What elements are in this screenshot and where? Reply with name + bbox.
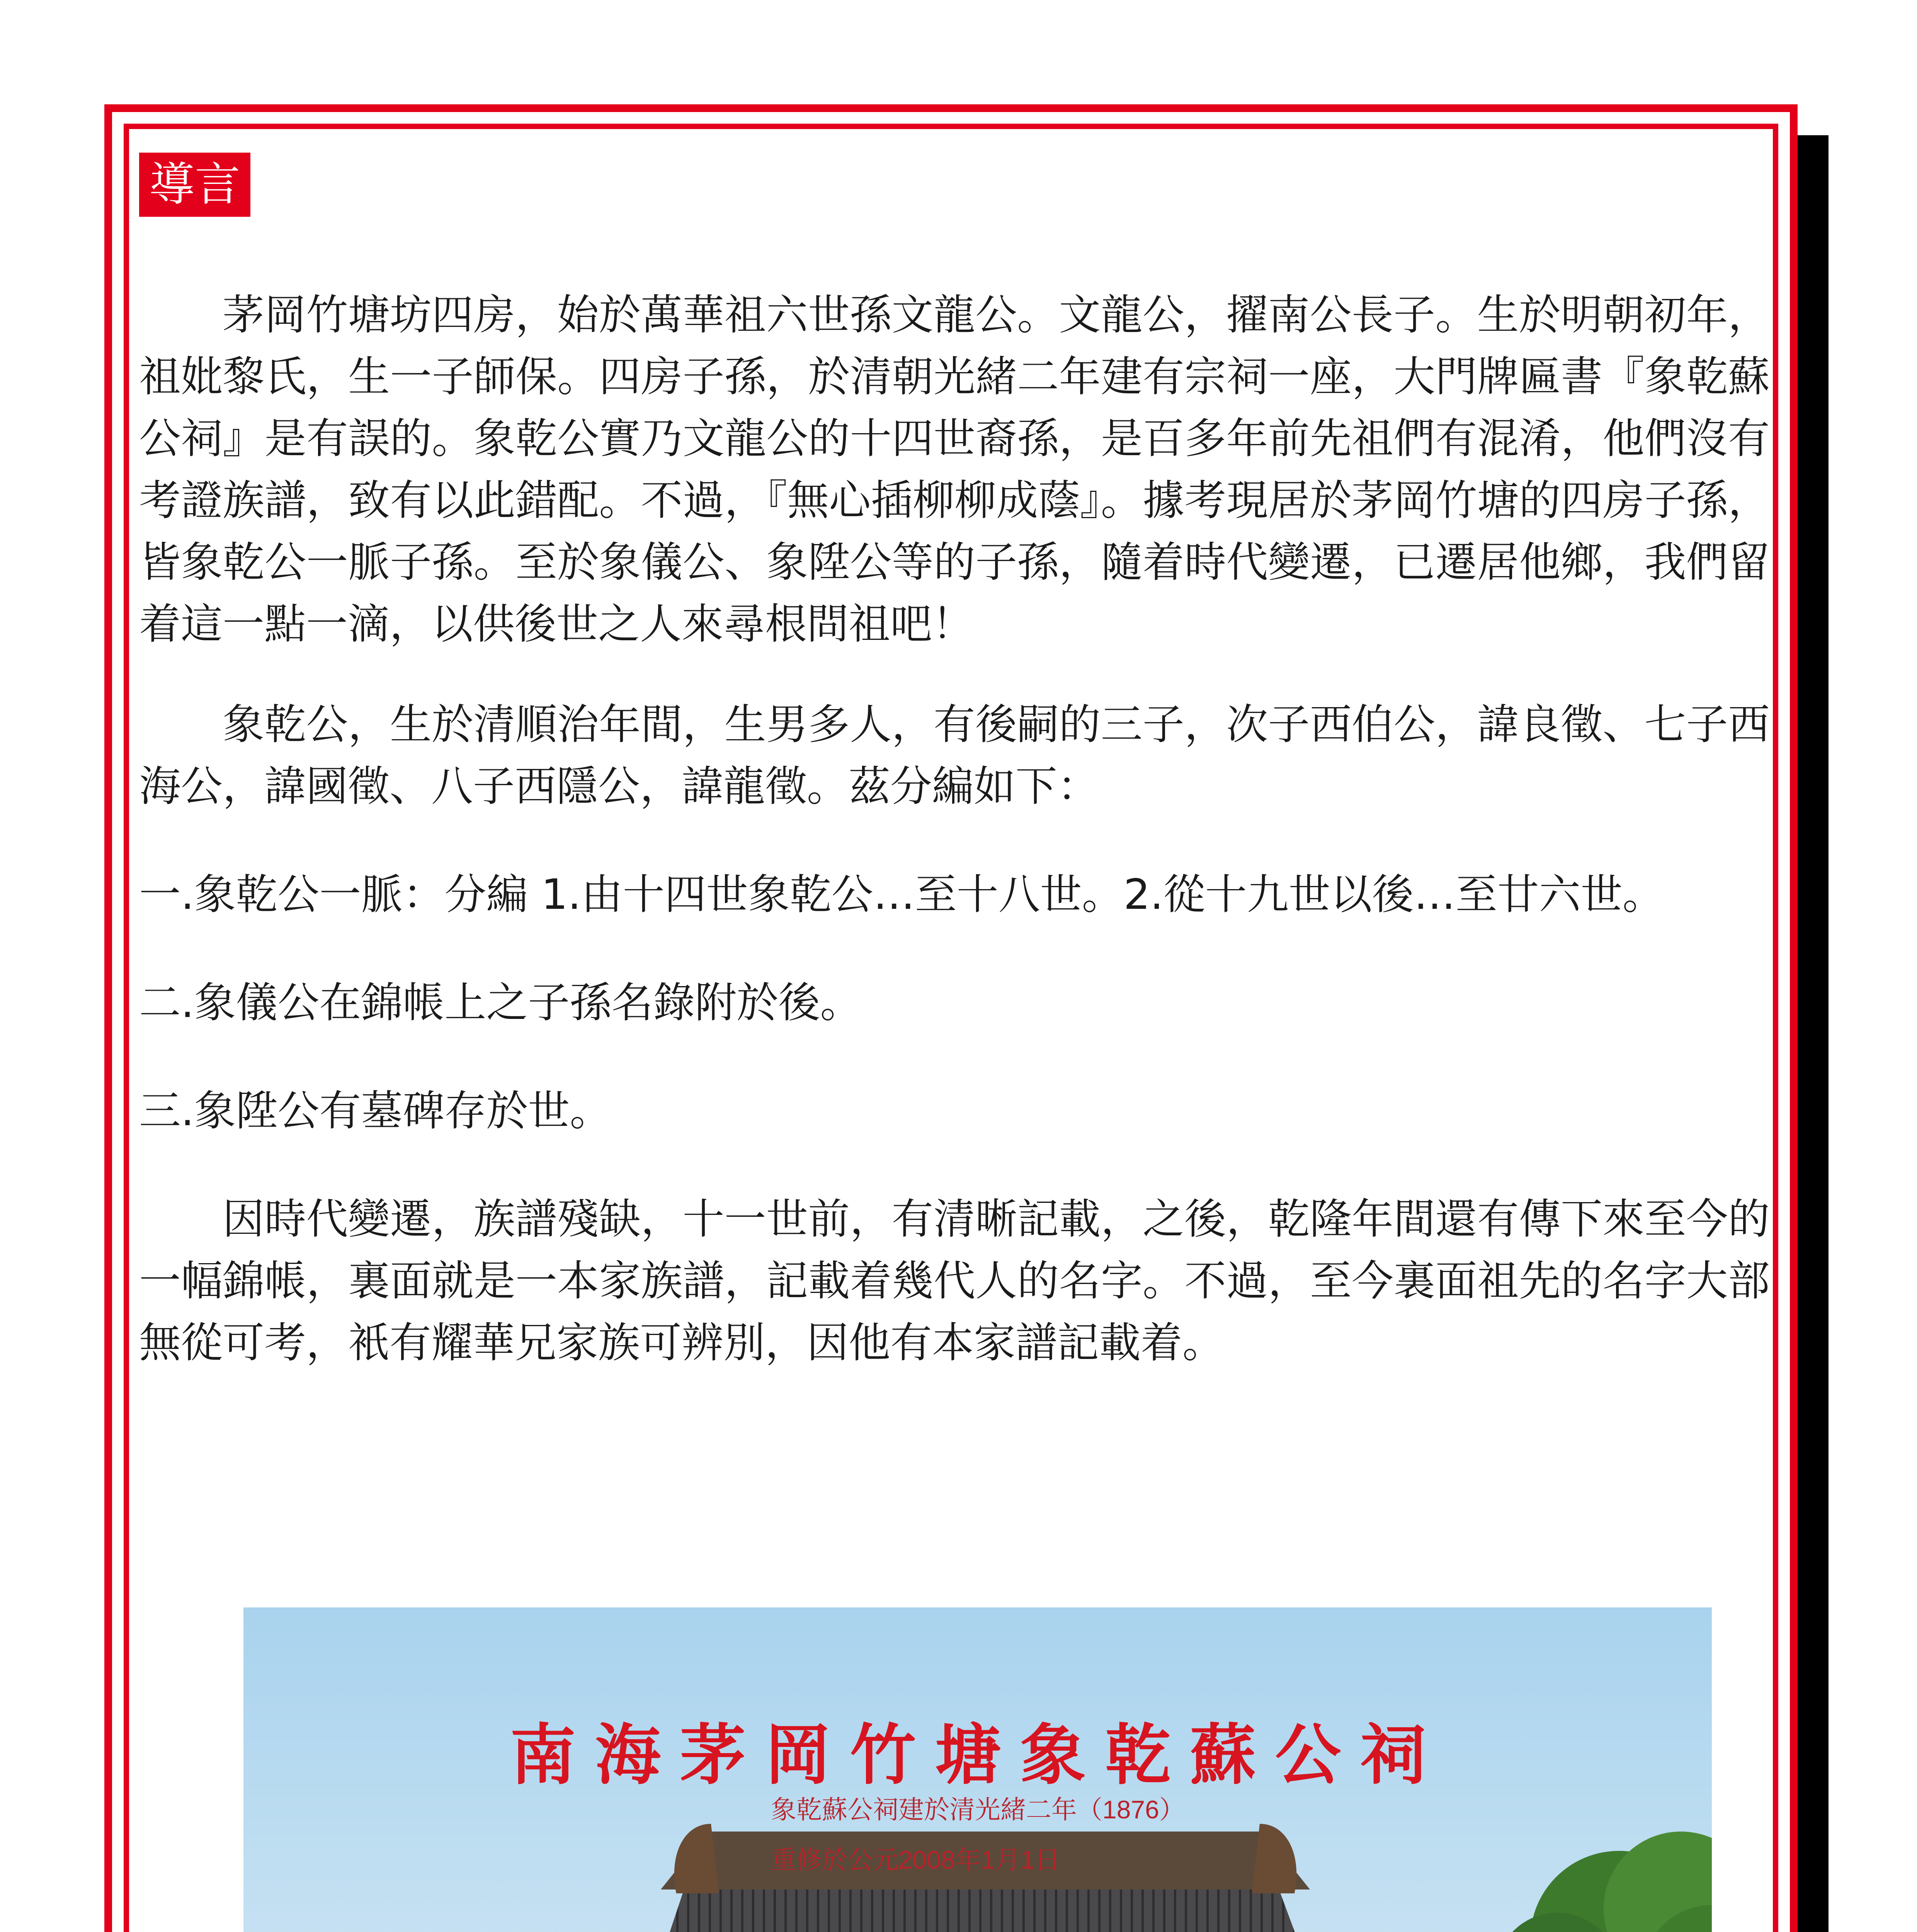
ancestral-hall-photo — [243, 1607, 1712, 1932]
section-heading: 導言 — [139, 153, 250, 217]
list-item-1: 一.象乾公一脈：分編 1.由十四世象乾公…至十八世。2.從十九世以後…至廿六世。 — [139, 870, 1664, 919]
list-item-2: 二.象儀公在錦帳上之子孫名錄附於後。 — [139, 978, 862, 1027]
closing-paragraph: 因時代變遷，族譜殘缺，十一世前，有清晰記載，之後，乾隆年間還有傳下來至今的一幅錦帳，裏面就是一本家族譜，記載着幾代人的名字。不過，至今裏面祖先的名字大部無從可考，衹有耀華兄家族可辨別，因他有本家譜記載着。 — [139, 1195, 1770, 1367]
photo-caption-restored: 重修於公元2008年1月1日 — [771, 1845, 1060, 1874]
list-item-3: 三.象陞公有墓碑存於世。 — [139, 1087, 612, 1135]
photo-title: 南海茅岡竹塘象乾蘇公祠 — [510, 1716, 1445, 1794]
intro-paragraph: 茅岡竹塘坊四房，始於萬華祖六世孫文龍公。文龍公，擢南公長子。生於明朝初年，祖妣黎氏，生一子師保。四房子孫，於清朝光緒二年建有宗祠一座，大門牌匾書『象乾蘇公祠』是有誤的。象乾公實乃文龍公的十四世裔孫，是百多年前先祖們有混淆，他們沒有考證族譜，致有以此錯配。不過，『無心插柳柳成蔭』。據考現居於茅岡竹塘的四房子孫，皆象乾公一脈子孫。至於象儀公、象陞公等的子孫，隨着時代變遷，已遷居他鄉，我們留着這一點一滴，以供後世之人來尋根問祖吧！ — [139, 291, 1770, 648]
document-body — [139, 153, 1770, 1374]
xiangqian-paragraph: 象乾公，生於清順治年間，生男多人，有後嗣的三子，次子西伯公，諱良徵、七子西海公，諱國徵、八子西隱公，諱龍徵。茲分編如下： — [139, 700, 1770, 811]
photo-caption-built: 象乾蘇公祠建於清光緒二年（1876） — [771, 1795, 1185, 1824]
